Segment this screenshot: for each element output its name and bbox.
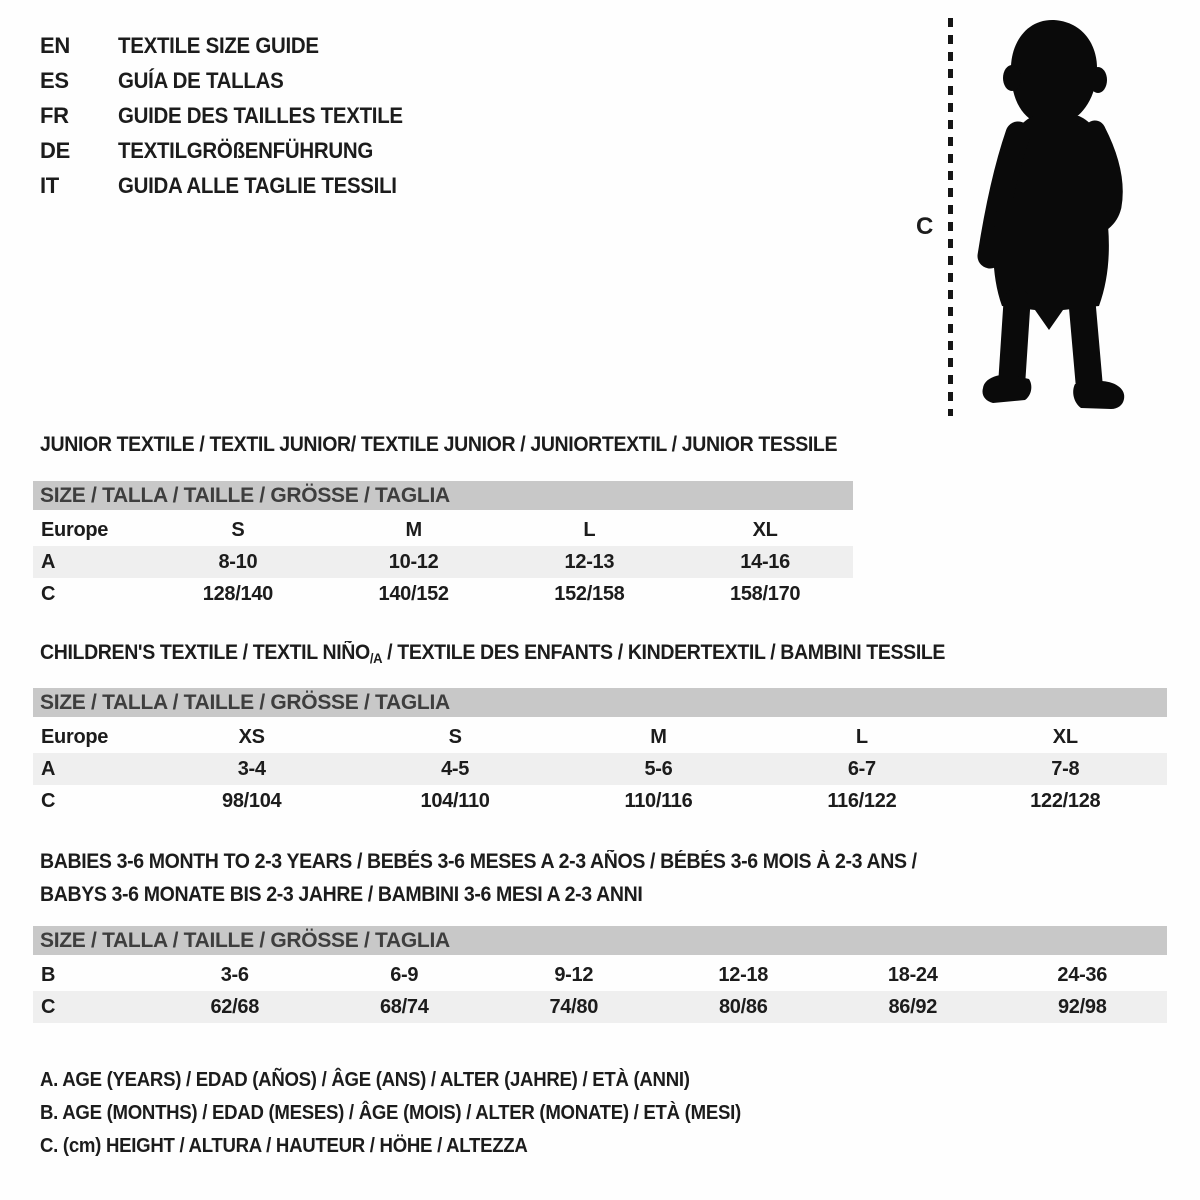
babies-size-table <box>33 926 1167 1023</box>
lang-code: FR <box>40 103 69 128</box>
children-size-table <box>33 688 1167 817</box>
lang-title: GUIDA ALLE TAGLIE TESSILI <box>118 173 397 198</box>
babies-size-grid <box>33 959 1167 1023</box>
lang-title: GUÍA DE TALLAS <box>118 68 284 93</box>
measure-legend <box>40 1064 794 1163</box>
legend-line-a: A. AGE (YEARS) / EDAD (AÑOS) / ÂGE (ANS) / ALTER (JAHRE) / ETÀ (ANNI) <box>40 1069 690 1091</box>
lang-row-it <box>40 168 424 203</box>
table-row-europe: Europe S M L XL <box>41 518 778 541</box>
table-row-age: A 3-4 4-5 5-6 6-7 7-8 <box>33 753 1167 785</box>
nino-a-subscript: /A <box>369 650 383 666</box>
legend-line-c: C. (cm) HEIGHT / ALTURA / HAUTEUR / HÖHE / ALTEZZA <box>40 1135 528 1157</box>
lang-title: TEXTILE SIZE GUIDE <box>118 33 319 58</box>
junior-size-table <box>33 481 853 610</box>
lang-code: EN <box>40 33 70 58</box>
section-title-children: CHILDREN'S TEXTILE / TEXTIL NIÑO/A / TEXTILE DES ENFANTS / KINDERTEXTIL / BAMBINI TESSILE <box>40 641 946 666</box>
size-bar: SIZE / TALLA / TAILLE / GRÖSSE / TAGLIA <box>33 926 1167 955</box>
table-row-europe: Europe XS S M L XL <box>41 725 1078 748</box>
size-bar: SIZE / TALLA / TAILLE / GRÖSSE / TAGLIA <box>33 688 1167 717</box>
toddler-silhouette-icon <box>963 16 1135 418</box>
lang-title: TEXTILGRÖßENFÜHRUNG <box>118 138 373 163</box>
table-row-height: C 62/68 68/74 74/80 80/86 86/92 92/98 <box>33 991 1167 1023</box>
section-title-babies: BABIES 3-6 MONTH TO 2-3 YEARS / BEBÉS 3-6 MESES A 2-3 AÑOS / BÉBÉS 3-6 MOIS À 2-3 ANS / BABYS 3-6 MONATE BIS 2-3 JAHRE / BAMBINI 3-6 MESI A 2-3 ANNI <box>40 850 917 906</box>
table-row-height: C 128/140 140/152 152/158 158/170 <box>41 582 801 605</box>
legend-line-b: B. AGE (MONTHS) / EDAD (MESES) / ÂGE (MOIS) / ALTER (MONATE) / ETÀ (MESI) <box>40 1102 741 1124</box>
lang-title: GUIDE DES TAILLES TEXTILE <box>118 103 403 128</box>
lang-row-es <box>40 63 424 98</box>
height-dashed-line <box>948 18 953 416</box>
lang-code: ES <box>40 68 69 93</box>
section-title-junior: JUNIOR TEXTILE / TEXTIL JUNIOR/ TEXTILE JUNIOR / JUNIORTEXTIL / JUNIOR TESSILE <box>40 433 838 456</box>
children-size-grid <box>33 721 1167 817</box>
junior-size-grid <box>33 514 853 610</box>
height-measure-label-c: C <box>916 213 934 240</box>
lang-row-fr <box>40 98 424 133</box>
language-title-block <box>40 28 424 203</box>
lang-code: DE <box>40 138 70 163</box>
table-row-height: C 98/104 104/110 110/116 116/122 122/128 <box>41 789 1101 812</box>
lang-row-en <box>40 28 424 63</box>
lang-row-de <box>40 133 424 168</box>
lang-code: IT <box>40 173 59 198</box>
size-bar: SIZE / TALLA / TAILLE / GRÖSSE / TAGLIA <box>33 481 853 510</box>
table-row-age: A 8-10 10-12 12-13 14-16 <box>33 546 853 578</box>
table-row-months: B 3-6 6-9 9-12 12-18 18-24 24-36 <box>41 963 1108 986</box>
